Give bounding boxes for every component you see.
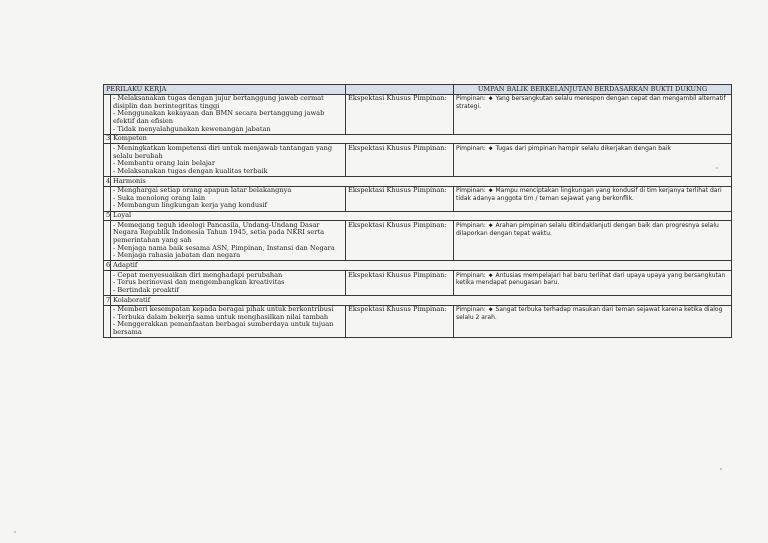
behavior-item: - Memegang teguh ideologi Pancasila, Undang-Undang Dasar Negara Republik Indonesia Tahun 1945, setia pada NKRI serta pemerintahan yang sah [113, 220, 325, 245]
number-spacer-cell [104, 305, 111, 338]
category-row [104, 261, 732, 271]
feedback-cell [454, 305, 732, 338]
feedback-text: Arahan pimpinan selalu ditindaklanjuti dengan baik dan progresnya selalu dilaporkan dengan tepat waktu. [456, 221, 719, 237]
diamond-bullet-icon: ◆ [488, 306, 493, 313]
category-number: 3 [104, 134, 111, 144]
category-number: 4 [104, 177, 111, 187]
expectation-label: Ekspektasi Khusus Pimpinan: [346, 305, 454, 338]
behavior-list [111, 221, 346, 261]
behavior-item: - Bertindak proaktif [113, 285, 179, 294]
category-title: Loyal [111, 211, 732, 221]
feedback-text: Antusias mempelajari hal baru terlihat dari upaya upaya yang bersangkutan ketika mendapat penugasan baru. [456, 271, 726, 287]
behavior-item: - Terus berinovasi dan mengembangkan kreativitas [113, 278, 285, 287]
category-row [104, 177, 732, 187]
feedback-prefix: Pimpinan: [456, 221, 486, 229]
expectation-label: Ekspektasi Khusus Pimpinan: [346, 144, 454, 177]
behavior-item: - Meningkatkan kompetensi diri untuk menjawab tantangan yang selalu berubah [113, 143, 333, 160]
scan-speck [14, 531, 16, 533]
category-number: 6 [104, 261, 111, 271]
behavior-row [104, 221, 732, 261]
behavior-list [111, 271, 346, 296]
feedback-prefix: Pimpinan: [456, 306, 486, 314]
behavior-feedback-table [103, 84, 732, 338]
category-title: Adaptif [111, 261, 732, 271]
category-number: 7 [104, 296, 111, 306]
feedback-text: Sangat terbuka terhadap masukan dari teman sejawat karena ketika dialog selalu 2 arah. [456, 306, 723, 321]
number-spacer-cell [104, 221, 111, 261]
behavior-list [111, 305, 346, 338]
behavior-item: - Memberi kesempatan kepada beragai pihak untuk berkontribusi [113, 305, 334, 314]
behavior-list [111, 144, 346, 177]
feedback-cell [454, 186, 732, 211]
behavior-row [104, 271, 732, 296]
diamond-bullet-icon: ◆ [488, 187, 493, 194]
behavior-item: - Melaksanakan tugas dengan kualitas terbaik [113, 166, 268, 175]
behavior-item: - Tidak menyalahgunakan kewenangan jabatan [113, 124, 271, 133]
feedback-text: Mampu menciptakan lingkungan yang kondusif di tim kerjanya terlihat dari tidak adanya anggota tim / teman sejawat yang berkonflik. [456, 187, 722, 202]
diamond-bullet-icon: ◆ [488, 95, 493, 102]
behavior-item: - Menggerakkan pemanfaatan berbagai sumberdaya untuk tujuan bersama [113, 320, 334, 337]
behavior-item: - Membangun lingkungan kerja yang kondusif [113, 201, 268, 210]
category-row [104, 296, 732, 306]
behavior-item: - Menjaga rahasia jabatan dan negara [113, 251, 241, 260]
number-spacer-cell [104, 94, 111, 134]
header-umpan-balik: UMPAN BALIK BERKELANJUTAN BERDASARKAN BUKTI DUKUNG [454, 85, 732, 95]
behavior-item: - Menghargai setiap orang apapun latar belakangnya [113, 186, 292, 195]
number-spacer-cell [104, 271, 111, 296]
feedback-prefix: Pimpinan: [456, 187, 486, 195]
behavior-item: - Terbuka dalam bekerja sama untuk menghasilkan nilai tambah [113, 312, 329, 321]
expectation-label: Ekspektasi Khusus Pimpinan: [346, 94, 454, 134]
behavior-item: - Menggunakan kekayaan dan BMN secara bertanggung jawab efektif dan efisien [113, 109, 325, 126]
diamond-bullet-icon: ◆ [488, 272, 493, 279]
table-body [104, 85, 732, 338]
behavior-item: - Membantu orang lain belajar [113, 159, 216, 168]
category-title: Kompeten [111, 134, 732, 144]
header-empty-cell [346, 85, 454, 95]
category-row [104, 211, 732, 221]
behavior-item: - Cepat menyesuaikan diri menghadapi perubahan [113, 270, 283, 279]
feedback-prefix: Pimpinan: [456, 144, 486, 152]
behavior-item: - Melaksanakan tugas dengan jujur bertanggung jawab cermat disiplin dan berintegritas tinggi [113, 94, 324, 110]
category-title: Harmonis [111, 177, 732, 187]
expectation-label: Ekspektasi Khusus Pimpinan: [346, 186, 454, 211]
diamond-bullet-icon: ◆ [488, 145, 493, 152]
category-title: Kolaboratif [111, 296, 732, 306]
feedback-text: Tugas dari pimpinan hampir selalu dikerjakan dengan baik [495, 144, 671, 152]
behavior-list [111, 94, 346, 134]
table-header-row [104, 85, 732, 95]
behavior-item: - Menjaga nama baik sesama ASN, Pimpinan, Instansi dan Negara [113, 243, 335, 252]
category-row [104, 134, 732, 144]
behavior-list [111, 186, 346, 211]
feedback-text: Yang bersangkutan selalu merespon dengan cepat dan mengambil alternatif strategi. [456, 95, 726, 110]
behavior-row [104, 94, 732, 134]
number-spacer-cell [104, 144, 111, 177]
category-number: 5 [104, 211, 111, 221]
behavior-row [104, 305, 732, 338]
behavior-row [104, 144, 732, 177]
diamond-bullet-icon: ◆ [488, 222, 493, 229]
feedback-prefix: Pimpinan: [456, 95, 486, 103]
scan-speck [720, 468, 722, 470]
expectation-label: Ekspektasi Khusus Pimpinan: [346, 221, 454, 261]
header-perilaku-kerja: PERILAKU KERJA [104, 85, 346, 95]
behavior-row [104, 186, 732, 211]
number-spacer-cell [104, 186, 111, 211]
feedback-prefix: Pimpinan: [456, 271, 486, 279]
behavior-item: - Suka menolong orang lain [113, 193, 206, 202]
feedback-cell [454, 271, 732, 296]
feedback-cell [454, 221, 732, 261]
expectation-label: Ekspektasi Khusus Pimpinan: [346, 271, 454, 296]
feedback-cell [454, 94, 732, 134]
feedback-cell [454, 144, 732, 177]
